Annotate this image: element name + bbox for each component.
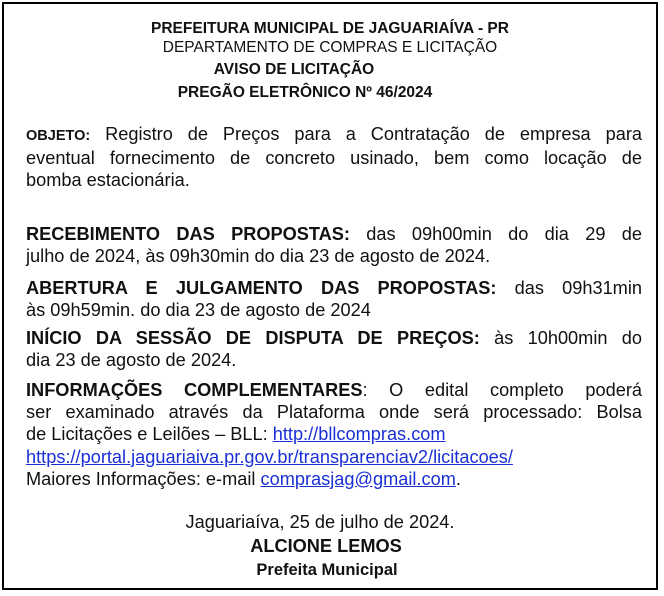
bll-link[interactable]: http://bllcompras.com [272, 424, 446, 445]
objeto-paragraph [26, 123, 642, 192]
informacoes-line-3 [26, 423, 642, 445]
informacoes-label: INFORMAÇÕES COMPLEMENTARES [26, 380, 363, 400]
abertura-line-1 [26, 277, 642, 299]
abertura-label: ABERTURA E JULGAMENTO DAS PROPOSTAS: [26, 278, 497, 298]
recebimento-line-2: julho de 2024, às 09h30min do dia 23 de agosto de 2024. [26, 246, 491, 267]
email-link[interactable]: comprasjag@gmail.com [260, 468, 456, 489]
header-notice-title: AVISO DE LICITAÇÃO [213, 61, 375, 78]
informacoes-text-5: Maiores Informações: e-mail [26, 468, 261, 489]
informacoes-line-1 [26, 379, 642, 401]
informacoes-line-4 [26, 446, 642, 468]
objeto-line-1 [26, 123, 642, 147]
header-auction-number: PREGÃO ELETRÔNICO Nº 46/2024 [177, 84, 433, 101]
portal-link[interactable]: https://portal.jaguariaiva.pr.gov.br/transparenciav2/licitacoes/ [26, 446, 513, 467]
informacoes-line-5 [26, 468, 642, 490]
abertura-line-2: às 09h59min. do dia 23 de agosto de 2024 [26, 300, 371, 321]
notice-frame [2, 2, 658, 590]
objeto-text-1: Registro de Preços para a Contratação de empresa para [105, 124, 642, 144]
informacoes-text-3: de Licitações e Leilões – BLL: [26, 424, 273, 445]
inicio-line-1 [26, 327, 642, 349]
recebimento-text-1: das 09h00min do dia 29 de [366, 224, 642, 244]
informacoes-text-1: : O edital completo poderá [362, 380, 642, 400]
header-municipality: PREFEITURA MUNICIPAL DE JAGUARIAÍVA - PR [151, 20, 509, 37]
signature-date: Jaguariaíva, 25 de julho de 2024. [185, 512, 455, 532]
informacoes-text-5-end: . [455, 468, 461, 489]
abertura-paragraph [26, 277, 642, 321]
objeto-label: OBJETO: [26, 128, 91, 144]
informacoes-line-2: ser examinado através da Plataforma onde será processado: Bolsa [26, 402, 642, 423]
signer-role: Prefeita Municipal [256, 561, 398, 579]
inicio-text-1: às 10h00min do [494, 328, 642, 348]
abertura-text-1: das 09h31min [514, 278, 642, 298]
recebimento-label: RECEBIMENTO DAS PROPOSTAS: [26, 224, 350, 244]
inicio-line-2: dia 23 de agosto de 2024. [26, 350, 237, 371]
recebimento-paragraph [26, 223, 642, 267]
header-department: DEPARTAMENTO DE COMPRAS E LICITAÇÃO [162, 39, 498, 56]
objeto-line-2: eventual fornecimento de concreto usinado, bem como locação de [26, 148, 642, 169]
objeto-line-3: bomba estacionária. [26, 170, 190, 191]
informacoes-paragraph [26, 379, 642, 490]
inicio-label: INÍCIO DA SESSÃO DE DISPUTA DE PREÇOS: [26, 328, 480, 348]
inicio-paragraph [26, 327, 642, 371]
recebimento-line-1 [26, 223, 642, 245]
signer-name: ALCIONE LEMOS [250, 536, 402, 556]
